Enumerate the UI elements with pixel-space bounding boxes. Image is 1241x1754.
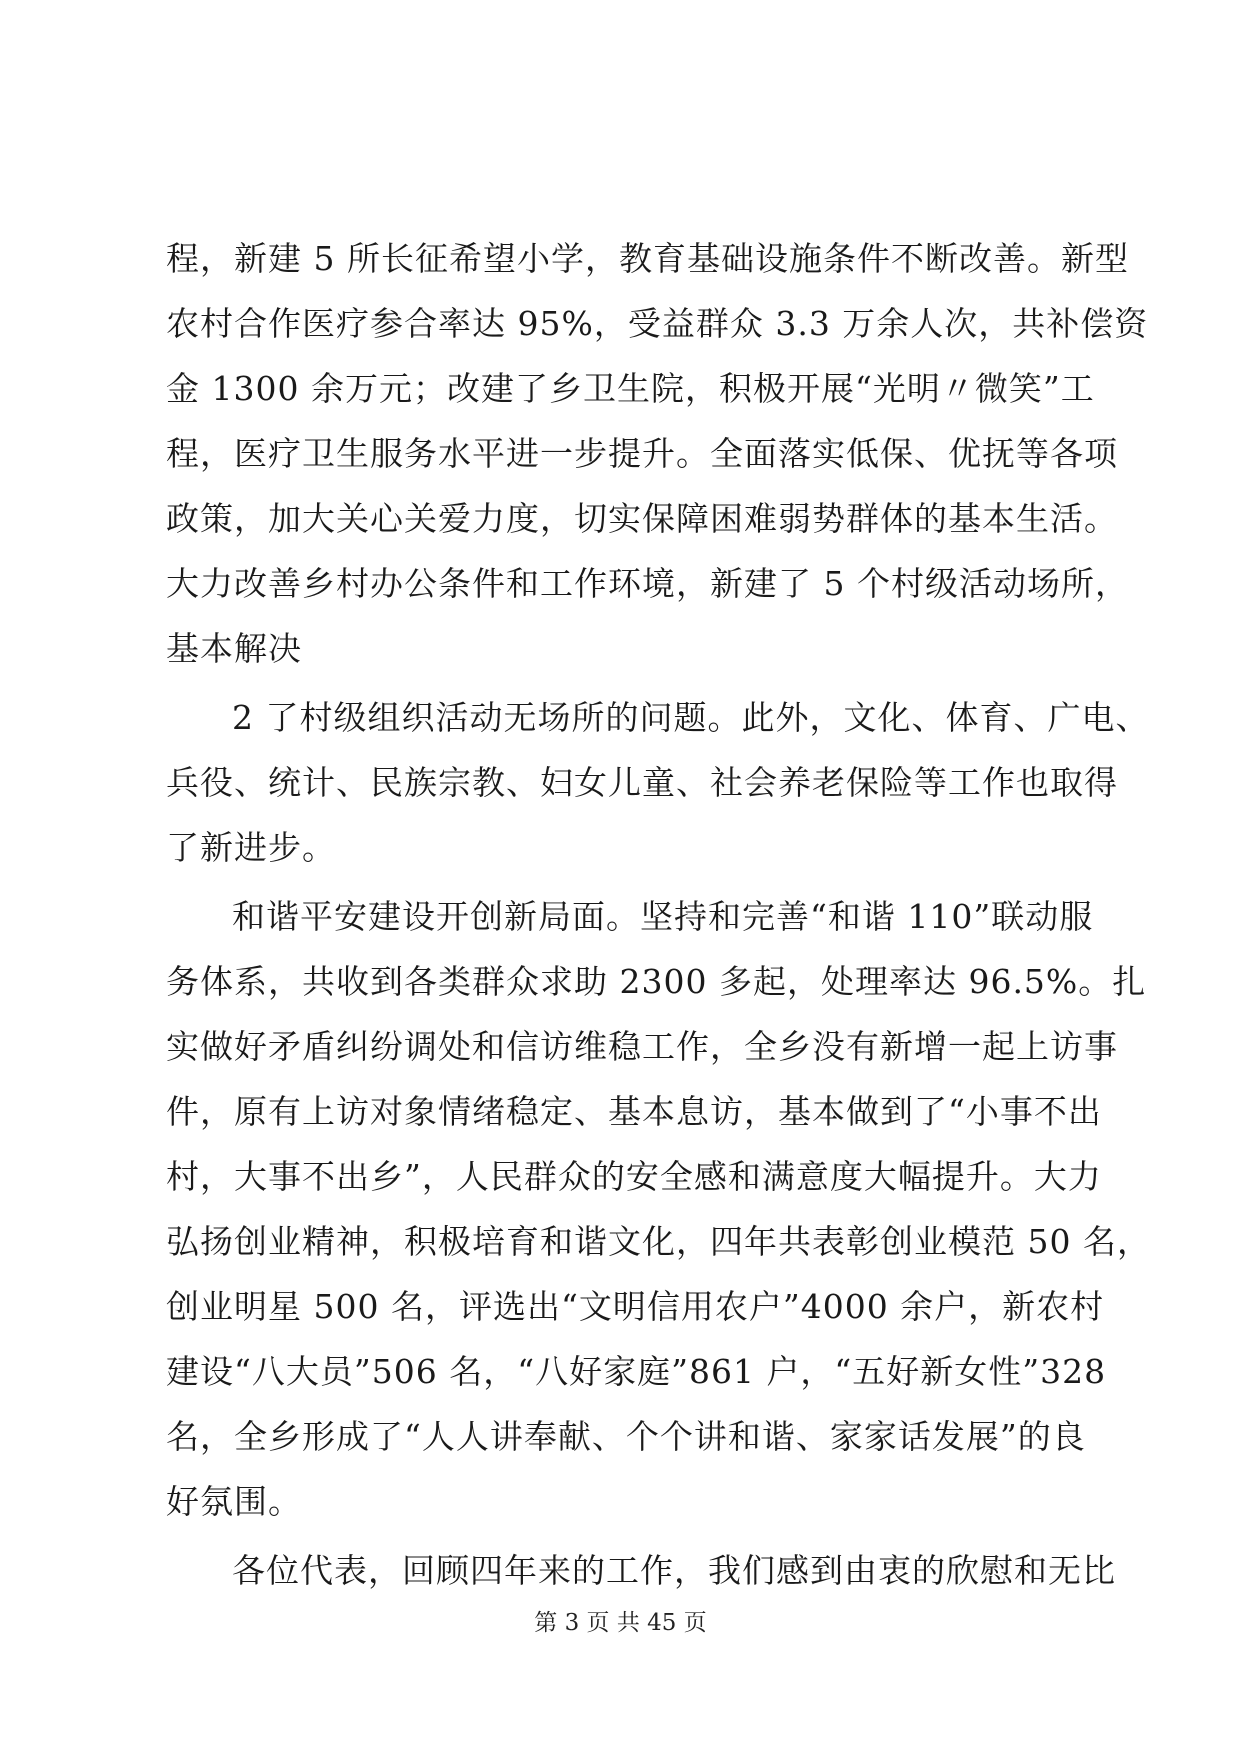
paragraph	[166, 685, 1150, 880]
text-line: 了新进步。	[166, 828, 336, 867]
page-footer	[0, 1608, 1241, 1638]
text-line: 创业明星 500 名，评选出“文明信用农户”4000 余户，新农村	[166, 1287, 1105, 1326]
paragraph	[166, 1538, 1116, 1603]
paragraph	[166, 884, 1151, 1534]
text-line: 程，新建 5 所长征希望小学，教育基础设施条件不断改善。新型	[166, 239, 1129, 278]
text-line: 农村合作医疗参合率达 95%，受益群众 3.3 万余人次，共补偿资	[166, 304, 1149, 343]
text-line: 好氛围。	[166, 1482, 302, 1521]
text-line: 政策，加大关心关爱力度，切实保障困难弱势群体的基本生活。	[166, 499, 1118, 538]
document-body	[166, 226, 1151, 1603]
page-number-label: 第 3 页 共 45 页	[534, 1610, 707, 1636]
text-line: 基本解决	[166, 629, 302, 668]
text-line: 和谐平安建设开创新局面。坚持和完善“和谐 110”联动服	[232, 897, 1094, 936]
text-line: 建设“八大员”506 名，“八好家庭”861 户，“五好新女性”328	[166, 1352, 1107, 1391]
text-line: 各位代表，回顾四年来的工作，我们感到由衷的欣慰和无比	[232, 1551, 1116, 1590]
text-line: 2 了村级组织活动无场所的问题。此外，文化、体育、广电、	[232, 698, 1150, 737]
text-line: 件，原有上访对象情绪稳定、基本息访，基本做到了“小事不出	[166, 1092, 1102, 1131]
text-line: 实做好矛盾纠纷调处和信访维稳工作，全乡没有新增一起上访事	[166, 1027, 1118, 1066]
text-line: 程，医疗卫生服务水平进一步提升。全面落实低保、优抚等各项	[166, 434, 1118, 473]
text-line: 务体系，共收到各类群众求助 2300 多起，处理率达 96.5%。扎	[166, 962, 1147, 1001]
text-line: 金 1300 余万元；改建了乡卫生院，积极开展“光明〃微笑”工	[166, 369, 1095, 408]
paragraph-continued	[166, 226, 1149, 681]
text-line: 弘扬创业精神，积极培育和谐文化，四年共表彰创业模范 50 名，	[166, 1222, 1151, 1261]
text-line: 大力改善乡村办公条件和工作环境，新建了 5 个村级活动场所，	[166, 564, 1129, 603]
text-line: 名，全乡形成了“人人讲奉献、个个讲和谐、家家话发展”的良	[166, 1417, 1086, 1456]
text-line: 村，大事不出乡”，人民群众的安全感和满意度大幅提升。大力	[166, 1157, 1102, 1196]
text-line: 兵役、统计、民族宗教、妇女儿童、社会养老保险等工作也取得	[166, 763, 1118, 802]
